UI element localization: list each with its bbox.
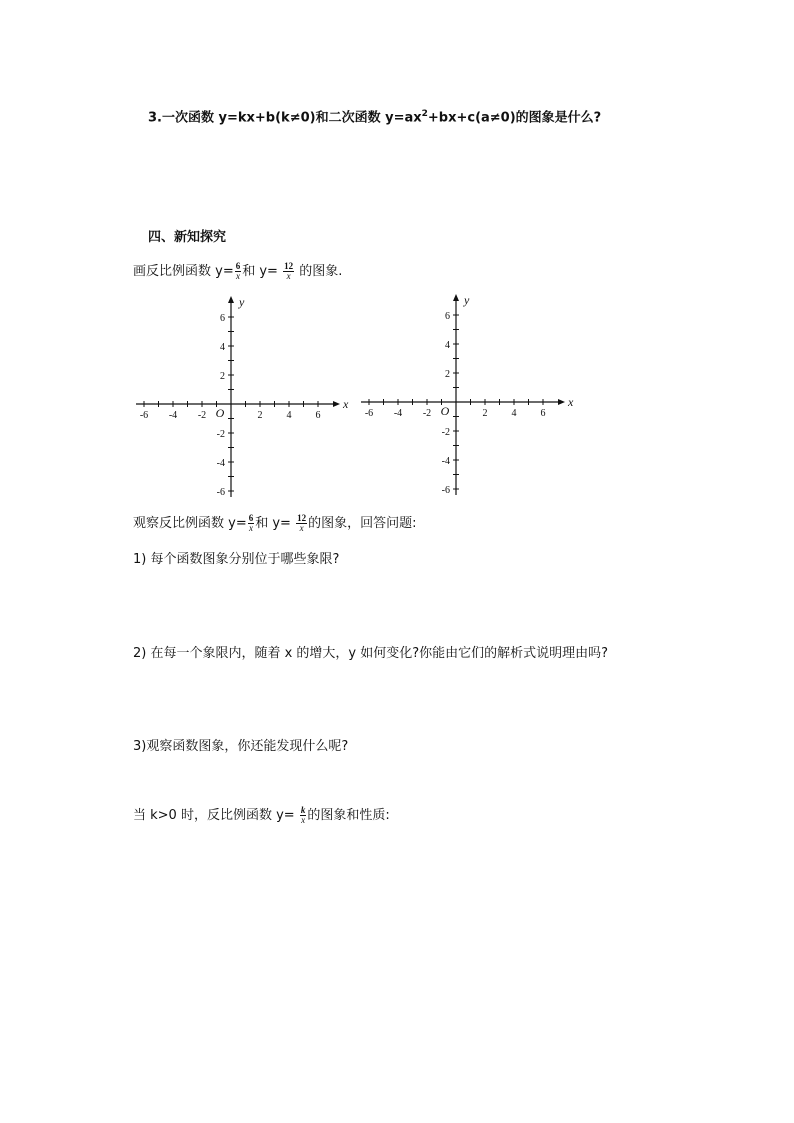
question-2: 2) 在每一个象限内，随着 x 的增大，y 如何变化?你能由它们的解析式说明理由吗?	[133, 646, 609, 661]
y-tick-label: 6	[220, 313, 225, 324]
x-tick-label: 6	[315, 410, 321, 421]
question-3	[148, 106, 601, 126]
x-tick-label: -4	[168, 410, 178, 421]
question-1: 1) 每个函数图象分别位于哪些象限?	[133, 552, 340, 567]
y-tick-label: -6	[441, 485, 450, 496]
x-tick-label: -2	[422, 408, 432, 419]
fraction-12-over-x	[296, 514, 307, 533]
y-tick-label: -2	[441, 427, 450, 438]
y-axis-arrow	[453, 294, 459, 301]
fraction-numerator: 12	[297, 513, 307, 523]
fraction-denominator: x	[301, 815, 306, 825]
y-tick-label: 2	[220, 371, 225, 382]
draw-mid: 和 y=	[242, 264, 283, 279]
fraction-numerator: 12	[284, 261, 294, 271]
y-tick-label: 6	[445, 311, 450, 322]
observe-instruction	[133, 514, 416, 533]
k-suffix: 的图象和性质:	[307, 808, 390, 823]
k-positive-instruction	[133, 806, 390, 825]
section-title: 四、新知探究	[148, 230, 227, 245]
y-axis-label: y	[239, 295, 245, 309]
fraction-numerator: 6	[235, 261, 241, 271]
y-tick-label: -2	[216, 429, 225, 440]
observe-suffix: 的图象，回答问题:	[308, 516, 417, 531]
x-tick-label: 4	[286, 410, 292, 421]
observe-mid: 和 y=	[255, 516, 296, 531]
k-prefix: 当 k>0 时，反比例函数 y=	[133, 808, 299, 823]
coordinate-axes-left	[133, 292, 353, 502]
origin-label: O	[440, 404, 450, 418]
fraction-6-over-x	[248, 514, 255, 533]
question-3-prefix: 3.一次函数 y=kx+b(k≠0)和二次函数 y=ax	[148, 110, 422, 126]
draw-suffix: 的图象.	[295, 264, 343, 279]
question-3-observe: 3)观察函数图象，你还能发现什么呢?	[133, 739, 349, 754]
x-tick-label: -2	[197, 410, 207, 421]
x-tick-label: 4	[511, 408, 517, 419]
fraction-k-over-x	[300, 806, 307, 825]
x-axis-arrow	[333, 401, 340, 407]
y-tick-label: -4	[216, 458, 225, 469]
origin-label: O	[215, 406, 225, 420]
fraction-12-over-x	[283, 262, 294, 281]
fraction-numerator: k	[300, 805, 306, 815]
fraction-numerator: 6	[248, 513, 254, 523]
x-tick-label: 2	[482, 408, 488, 419]
question-3-suffix: +bx+c(a≠0)的图象是什么?	[427, 110, 602, 126]
fraction-denominator: x	[235, 271, 240, 281]
x-tick-label: -6	[364, 408, 374, 419]
y-axis-arrow	[228, 296, 234, 303]
x-tick-label: 2	[257, 410, 263, 421]
fraction-denominator: x	[286, 271, 291, 281]
fraction-denominator: x	[248, 523, 253, 533]
x-axis-label: x	[568, 395, 574, 409]
y-tick-label: -4	[441, 456, 450, 467]
x-tick-label: -6	[139, 410, 149, 421]
fraction-denominator: x	[299, 523, 304, 533]
coordinate-axes-right	[358, 290, 578, 500]
question-3-exponent: 2	[421, 109, 428, 119]
x-tick-label: -4	[393, 408, 403, 419]
draw-prefix: 画反比例函数 y=	[133, 264, 234, 279]
y-axis-label: y	[464, 293, 470, 307]
x-axis-arrow	[558, 399, 565, 405]
y-tick-label: -6	[216, 487, 225, 498]
draw-instruction	[133, 262, 342, 281]
x-axis-label: x	[343, 397, 349, 411]
y-tick-label: 4	[220, 342, 225, 353]
y-tick-label: 4	[445, 340, 450, 351]
x-tick-label: 6	[540, 408, 546, 419]
y-tick-label: 2	[445, 369, 450, 380]
observe-prefix: 观察反比例函数 y=	[133, 516, 247, 531]
fraction-6-over-x	[235, 262, 242, 281]
